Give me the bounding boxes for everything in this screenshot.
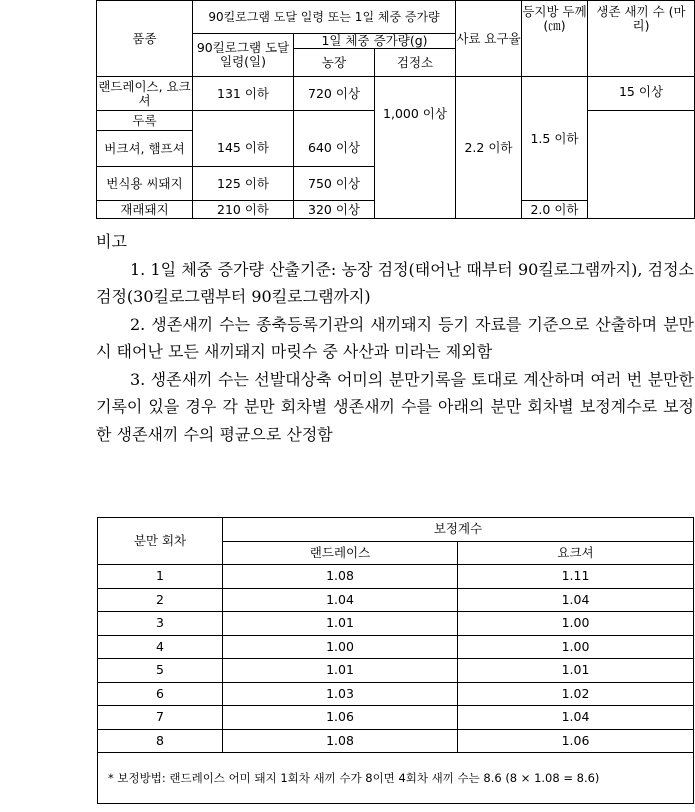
header-days: 90킬로그램 도달일령(일) bbox=[193, 34, 294, 77]
piglets-value: 15 이상 bbox=[588, 77, 695, 111]
header-piglets: 생존 새끼 수 (마리) bbox=[588, 1, 695, 77]
table-row bbox=[98, 659, 694, 683]
fat-value-native: 2.0 이하 bbox=[522, 201, 588, 219]
header-fat: 등지방 두께 (㎝) bbox=[522, 1, 588, 77]
landrace: 1.03 bbox=[223, 682, 458, 706]
landrace: 1.00 bbox=[223, 635, 458, 659]
header-station: 검정소 bbox=[375, 49, 456, 77]
round: 4 bbox=[98, 635, 223, 659]
note-2: 2. 생존새끼 수는 종축등록기관의 새끼돼지 등기 자료를 기준으로 산출하며 분만 시 태어난 모든 새끼돼지 마릿수 중 사산과 미라는 제외함 bbox=[96, 314, 694, 361]
landrace: 1.08 bbox=[223, 565, 458, 589]
round: 1 bbox=[98, 565, 223, 589]
yorkshire: 1.00 bbox=[458, 635, 694, 659]
table-row bbox=[98, 729, 694, 753]
header-landrace: 랜드레이스 bbox=[223, 541, 458, 565]
header-yorkshire: 요크셔 bbox=[458, 541, 694, 565]
yorkshire: 1.11 bbox=[458, 565, 694, 589]
row-breed: 재래돼지 bbox=[97, 201, 193, 219]
row-days: 131 이하 bbox=[193, 77, 294, 111]
header-feed: 사료 요구율 bbox=[456, 1, 522, 77]
breed-criteria-table bbox=[96, 0, 695, 219]
row-days: 125 이하 bbox=[193, 167, 294, 201]
round: 3 bbox=[98, 612, 223, 636]
table-row bbox=[98, 612, 694, 636]
note-3: 3. 생존새끼 수는 선발대상축 어미의 분만기록을 토대로 계산하며 여러 번 분만한 기록이 있을 경우 각 분만 회차별 생존새끼 수를 아래의 분만 회차별 보정계수로 보정한 생존새끼 수의 평균으로 산정함 bbox=[96, 369, 694, 444]
table-row bbox=[98, 682, 694, 706]
yorkshire: 1.01 bbox=[458, 659, 694, 683]
row-days-empty bbox=[193, 111, 294, 131]
landrace: 1.01 bbox=[223, 612, 458, 636]
row-farm: 750 이상 bbox=[294, 167, 375, 201]
table-row bbox=[98, 706, 694, 730]
header-round: 분만 회차 bbox=[98, 518, 223, 565]
footnote: * 보정방법: 랜드레이스 어미 돼지 1회차 새끼 수가 8이면 4회차 새끼 수는 8.6 (8 × 1.08 = 8.6) bbox=[98, 753, 694, 804]
landrace: 1.04 bbox=[223, 588, 458, 612]
row-farm-empty bbox=[294, 111, 375, 131]
yorkshire: 1.04 bbox=[458, 706, 694, 730]
table-row bbox=[98, 588, 694, 612]
table-row bbox=[98, 635, 694, 659]
piglets-empty bbox=[588, 111, 695, 219]
row-farm: 720 이상 bbox=[294, 77, 375, 111]
round: 6 bbox=[98, 682, 223, 706]
header-breed: 품종 bbox=[97, 1, 193, 77]
yorkshire: 1.04 bbox=[458, 588, 694, 612]
table-row bbox=[98, 565, 694, 589]
correction-table bbox=[97, 517, 694, 804]
yorkshire: 1.06 bbox=[458, 729, 694, 753]
landrace: 1.08 bbox=[223, 729, 458, 753]
station-empty bbox=[375, 201, 456, 219]
row-farm: 640 이상 bbox=[294, 131, 375, 167]
notes-title: 비고 bbox=[96, 232, 127, 251]
round: 8 bbox=[98, 729, 223, 753]
station-value: 1,000 이상 bbox=[375, 77, 456, 201]
note-1: 1. 1일 체중 증가량 산출기준: 농장 검정(태어난 때부터 90킬로그램까지), 검정소 검정(30킬로그램부터 90킬로그램까지) bbox=[96, 259, 694, 306]
fat-value: 1.5 이하 bbox=[522, 77, 588, 201]
round: 7 bbox=[98, 706, 223, 730]
row-breed: 버크셔, 햄프셔 bbox=[97, 131, 193, 167]
header-group: 90킬로그램 도달 일령 또는 1일 체중 증가량 bbox=[193, 1, 456, 34]
header-gain: 1일 체중 증가량(g) bbox=[294, 34, 456, 49]
yorkshire: 1.00 bbox=[458, 612, 694, 636]
yorkshire: 1.02 bbox=[458, 682, 694, 706]
row-breed: 랜드레이스, 요크셔 bbox=[97, 77, 193, 111]
row-farm: 320 이상 bbox=[294, 201, 375, 219]
row-days: 210 이하 bbox=[193, 201, 294, 219]
landrace: 1.01 bbox=[223, 659, 458, 683]
header-farm: 농장 bbox=[294, 49, 375, 77]
feed-value: 2.2 이하 bbox=[456, 77, 522, 219]
round: 5 bbox=[98, 659, 223, 683]
row-breed: 번식용 씨돼지 bbox=[97, 167, 193, 201]
header-coef: 보정계수 bbox=[223, 518, 694, 542]
round: 2 bbox=[98, 588, 223, 612]
row-days: 145 이하 bbox=[193, 131, 294, 167]
landrace: 1.06 bbox=[223, 706, 458, 730]
row-breed: 두록 bbox=[97, 111, 193, 131]
notes-section bbox=[96, 228, 694, 448]
